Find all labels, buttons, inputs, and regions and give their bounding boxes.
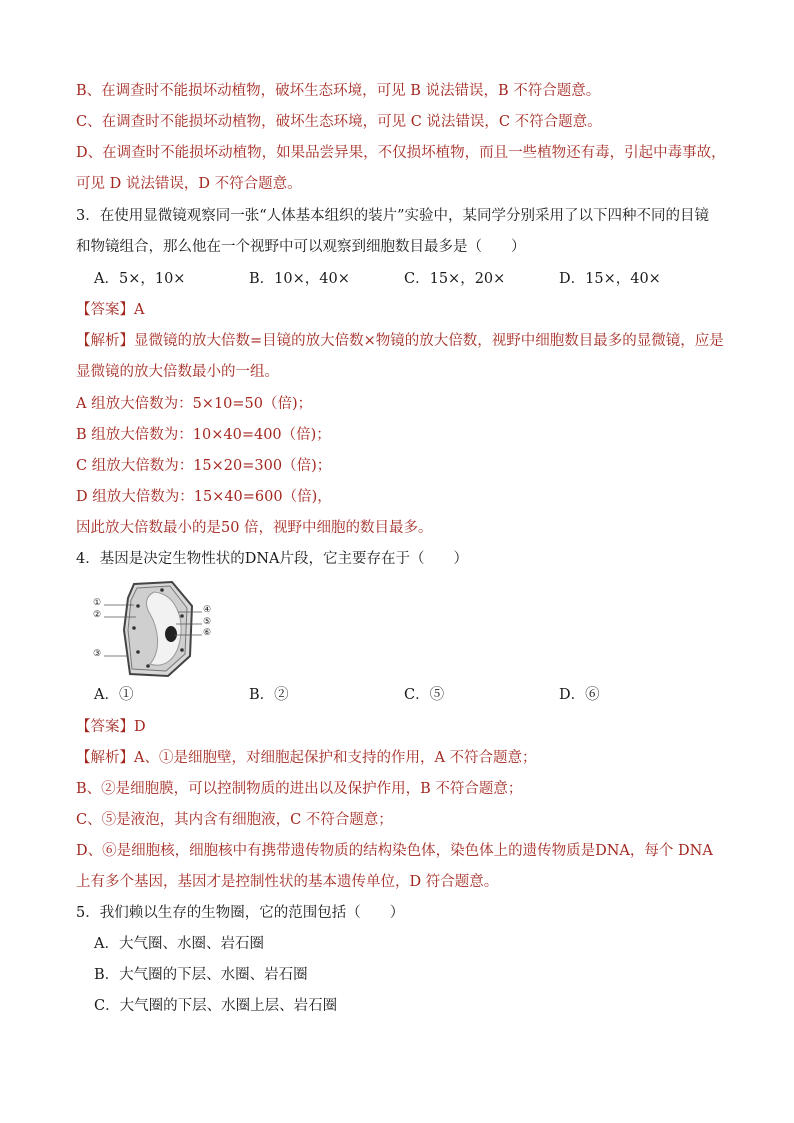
q3-calc-d: D 组放大倍数为：15×40=600（倍)， <box>76 489 332 505</box>
q3-option-b: B．10×，40× <box>249 271 350 287</box>
q4-option-b: B．② <box>249 687 289 703</box>
q4-answer: 【答案】D <box>76 719 146 735</box>
plant-cell-diagram <box>92 578 222 678</box>
figure-label-1: ① <box>93 598 102 608</box>
q3-calc-a: A 组放大倍数为：5×10=50（倍)； <box>76 396 313 412</box>
figure-label-4: ④ <box>203 605 212 615</box>
q5-option-a: A．大气圈、水圈、岩石圈 <box>94 936 264 952</box>
q2-explain-d-line1: D、在调查时不能损坏动植物，如果品尝异果，不仅损坏植物，而且一些植物还有毒，引起中毒事故， <box>76 145 726 161</box>
q3-explain-line2: 显微镜的放大倍数最小的一组。 <box>76 364 279 380</box>
q3-option-d: D．15×，40× <box>559 271 661 287</box>
q3-conclusion: 因此放大倍数最小的是50 倍，视野中细胞的数目最多。 <box>76 520 433 536</box>
figure-label-5: ⑤ <box>203 617 212 627</box>
q4-explain-d-line2: 上有多个基因，基因才是控制性状的基本遗传单位，D 符合题意。 <box>76 874 499 890</box>
q4-explain-b: B、②是细胞膜，可以控制物质的进出以及保护作用，B 不符合题意； <box>76 781 523 797</box>
q3-stem-line2: 和物镜组合，那么他在一个视野中可以观察到细胞数目最多是（ ） <box>76 239 526 255</box>
figure-label-6: ⑥ <box>203 628 212 638</box>
q4-option-d: D．⑥ <box>559 687 600 703</box>
q3-answer: 【答案】A <box>76 302 145 318</box>
q5-option-c: C．大气圈的下层、水圈上层、岩石圈 <box>94 998 338 1014</box>
q4-explain-c: C、⑤是液泡，其内含有细胞液，C 不符合题意； <box>76 812 393 828</box>
q2-explain-d-line2: 可见 D 说法错误，D 不符合题意。 <box>76 176 302 192</box>
figure-label-2: ② <box>93 610 102 620</box>
q4-explain-a: 【解析】A、①是细胞壁，对细胞起保护和支持的作用，A 不符合题意； <box>76 750 537 766</box>
q3-explain-line1: 【解析】显微镜的放大倍数=目镜的放大倍数×物镜的放大倍数，视野中细胞数目最多的显微镜，应是 <box>76 333 724 349</box>
q3-option-c: C．15×，20× <box>404 271 506 287</box>
q2-explain-b: B、在调查时不能损坏动植物，破坏生态环境，可见 B 说法错误，B 不符合题意。 <box>76 83 601 99</box>
q5-stem: 5．我们赖以生存的生物圈，它的范围包括（ ） <box>76 905 405 921</box>
figure-label-3: ③ <box>93 649 102 659</box>
q3-calc-b: B 组放大倍数为：10×40=400（倍)； <box>76 427 331 443</box>
q2-explain-c: C、在调查时不能损坏动植物，破坏生态环境，可见 C 说法错误，C 不符合题意。 <box>76 114 602 130</box>
q5-option-b: B．大气圈的下层、水圈、岩石圈 <box>94 967 308 983</box>
q4-option-a: A．① <box>94 687 134 703</box>
q4-stem: 4．基因是决定生物性状的DNA片段，它主要存在于（ ） <box>76 551 469 567</box>
q4-explain-d-line1: D、⑥是细胞核，细胞核中有携带遗传物质的结构染色体，染色体上的遗传物质是DNA，每个 DNA <box>76 843 713 859</box>
q3-calc-c: C 组放大倍数为：15×20=300（倍)； <box>76 458 332 474</box>
q3-stem-line1: 3．在使用显微镜观察同一张“人体基本组织的装片”实验中，某同学分别采用了以下四种不同的目镜 <box>76 208 710 224</box>
q3-option-a: A．5×，10× <box>94 271 186 287</box>
q4-option-c: C．⑤ <box>404 687 445 703</box>
